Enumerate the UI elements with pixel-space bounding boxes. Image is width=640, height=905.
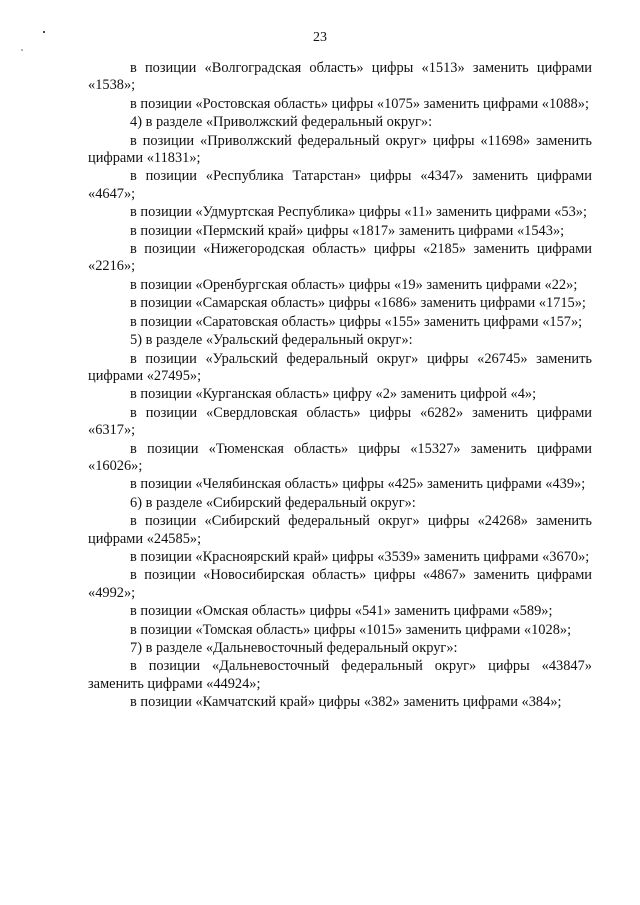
paragraph: в позиции «Томская область» цифры «1015» заменить цифрами «1028»; bbox=[130, 621, 572, 638]
paragraph: в позиции «Камчатский край» цифры «382» заменить цифрами «384»; bbox=[130, 694, 562, 711]
section-heading: 6) в разделе «Сибирский федеральный округ»: bbox=[130, 494, 416, 511]
section-heading: 4) в разделе «Приволжский федеральный округ»: bbox=[130, 114, 433, 131]
paragraph: в позиции «Омская область» цифры «541» заменить цифрами «589»; bbox=[130, 603, 553, 620]
paragraph: в позиции «Саратовская область» цифры «155» заменить цифрами «157»; bbox=[130, 313, 583, 330]
paragraph: в позиции «Ростовская область» цифры «1075» заменить цифрами «1088»; bbox=[130, 95, 589, 112]
paragraph: в позиции «Приволжский федеральный округ» цифры «11698» заменить цифрами «11831»; bbox=[88, 132, 592, 167]
paragraph: в позиции «Оренбургская область» цифры «19» заменить цифрами «22»; bbox=[130, 276, 578, 293]
paragraph: в позиции «Дальневосточный федеральный округ» цифры «43847» заменить цифрами «44924»; bbox=[88, 658, 592, 692]
paragraph: в позиции «Тюменская область» цифры «15327» заменить цифрами «16026»; bbox=[88, 440, 592, 474]
paragraph: в позиции «Волгоградская область» цифры «1513» заменить цифрами «1538»; bbox=[88, 60, 592, 94]
paragraph: в позиции «Нижегородская область» цифры «2185» заменить цифрами «2216»; bbox=[88, 241, 592, 275]
paragraph: в позиции «Пермский край» цифры «1817» заменить цифрами «1543»; bbox=[130, 222, 565, 239]
paragraph: в позиции «Челябинская область» цифры «425» заменить цифрами «439»; bbox=[130, 476, 586, 493]
section-heading: 5) в разделе «Уральский федеральный округ»: bbox=[130, 332, 413, 349]
paragraph: в позиции «Красноярский край» цифры «3539» заменить цифрами «3670»; bbox=[130, 548, 590, 565]
paragraph: в позиции «Республика Татарстан» цифры «4347» заменить цифрами «4647»; bbox=[88, 168, 592, 202]
paragraph: в позиции «Уральский федеральный округ» цифры «26745» заменить цифрами «27495»; bbox=[88, 350, 592, 384]
paragraph: в позиции «Сибирский федеральный округ» цифры «24268» заменить цифрами «24585»; bbox=[88, 513, 592, 547]
paragraph: в позиции «Курганская область» цифру «2» заменить цифрой «4»; bbox=[130, 386, 537, 403]
paragraph: в позиции «Удмуртская Республика» цифры «11» заменить цифрами «53»; bbox=[130, 204, 587, 221]
paragraph: в позиции «Самарская область» цифры «1686» заменить цифрами «1715»; bbox=[130, 295, 586, 312]
paragraph: в позиции «Свердловская область» цифры «6282» заменить цифрами «6317»; bbox=[88, 404, 592, 439]
paragraph: в позиции «Новосибирская область» цифры «4867» заменить цифрами «4992»; bbox=[88, 567, 592, 601]
document-body bbox=[88, 60, 592, 712]
page-number: 23 bbox=[313, 30, 327, 45]
section-heading: 7) в разделе «Дальневосточный федеральный округ»: bbox=[130, 640, 458, 656]
